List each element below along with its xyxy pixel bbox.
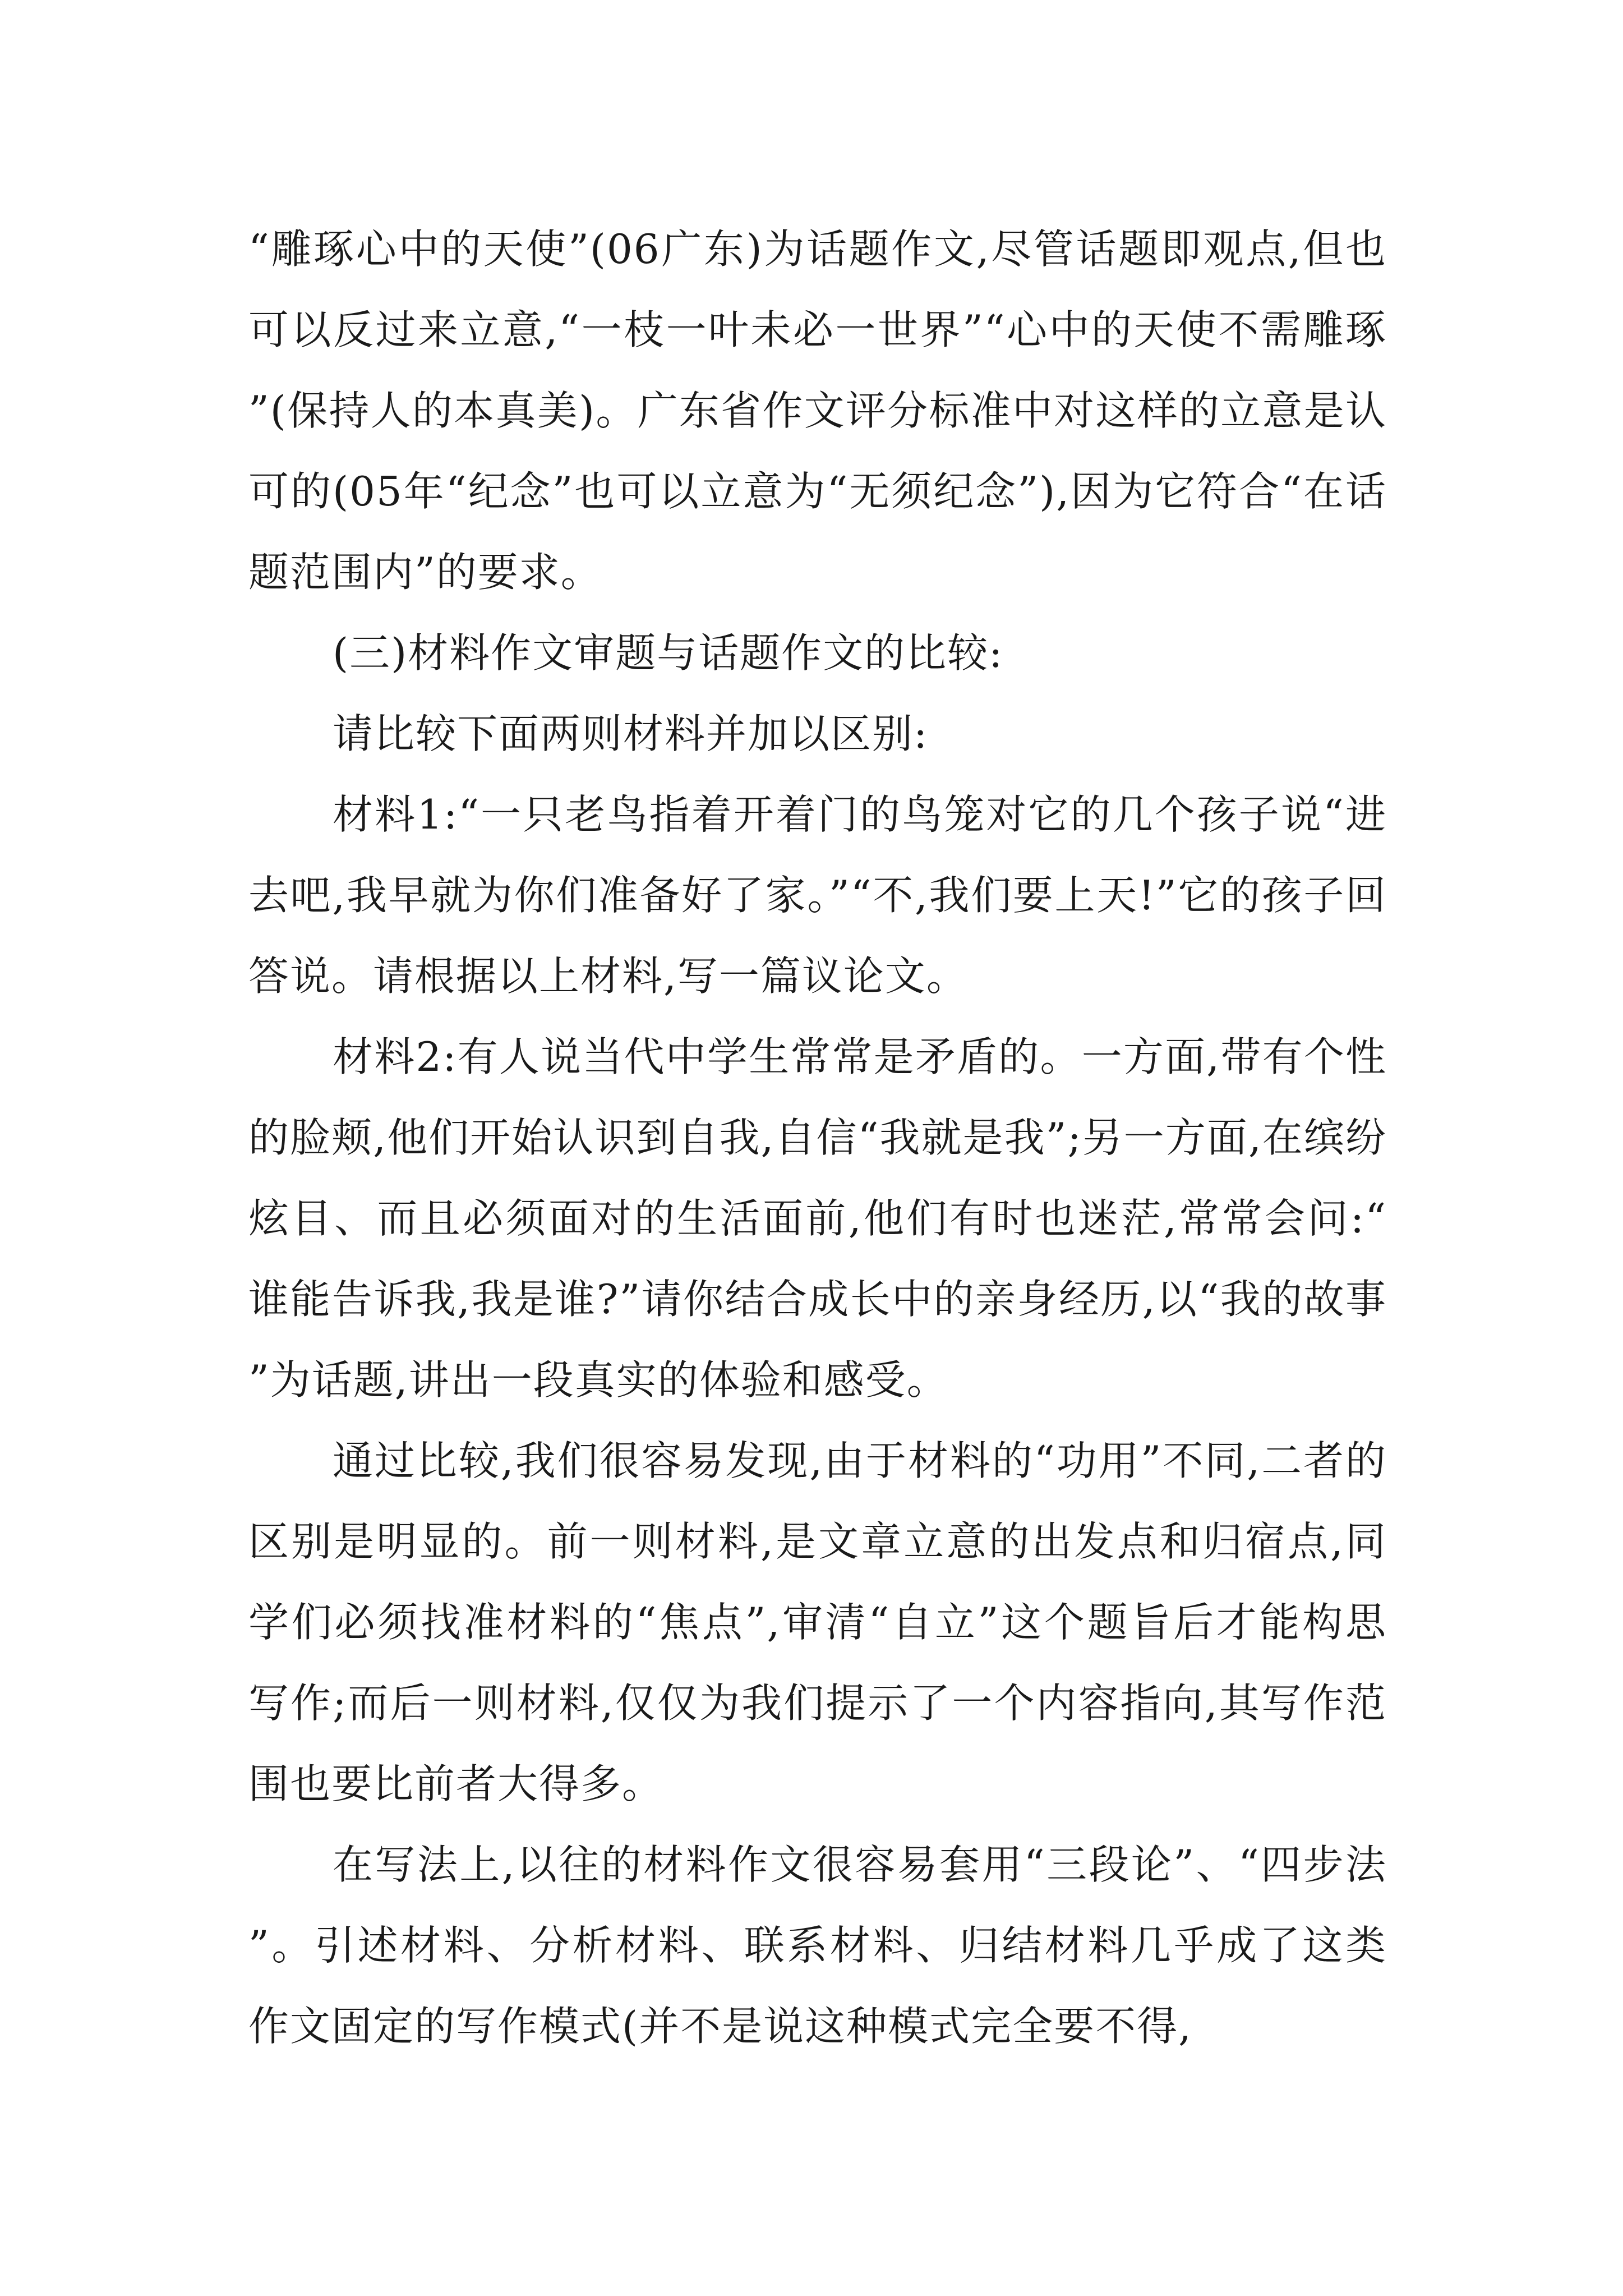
paragraph-3: 请比较下面两则材料并加以区别: [333, 710, 929, 757]
paragraph-1: “雕琢心中的天使”(06广东)为话题作文,尽管话题即观点,但也可以反过来立意,“一枝一叶未必一世界”“心中的天使不需雕琢”(保持人的本真美)。广东省作文评分标准中对这样的立意是认可的(05年“纪念”也可以立意为“无须纪念”),因为它符合“在话题范围内”的要求。 [248, 226, 1387, 596]
paragraph-6: 通过比较,我们很容易发现,由于材料的“功用”不同,二者的区别是明显的。前一则材料,是文章立意的出发点和归宿点,同学们必须找准材料的“焦点”,审清“自立”这个题旨后才能构思写作;而后一则材料,仅仅为我们提示了一个内容指向,其写作范围也要比前者大得多。 [248, 1437, 1387, 1807]
paragraph-5: 材料2:有人说当代中学生常常是矛盾的。一方面,带有个性的脸颊,他们开始认识到自我,自信“我就是我”;另一方面,在缤纷炫目、而且必须面对的生活面前,他们有时也迷茫,常常会问:“谁能告诉我,我是谁?”请你结合成长中的亲身经历,以“我的故事”为话题,讲出一段真实的体验和感受。 [248, 1033, 1387, 1404]
document-body [248, 209, 1387, 2067]
paragraph-2: (三)材料作文审题与话题作文的比较: [333, 629, 1004, 677]
paragraph-7: 在写法上,以往的材料作文很容易套用“三段论”、“四步法”。引述材料、分析材料、联系材料、归结材料几乎成了这类作文固定的写作模式(并不是说这种模式完全要不得, [248, 1841, 1387, 2050]
paragraph-4: 材料1:“一只老鸟指着开着门的鸟笼对它的几个孩子说“进去吧,我早就为你们准备好了家。”“不,我们要上天!”它的孩子回答说。请根据以上材料,写一篇议论文。 [248, 791, 1387, 1000]
